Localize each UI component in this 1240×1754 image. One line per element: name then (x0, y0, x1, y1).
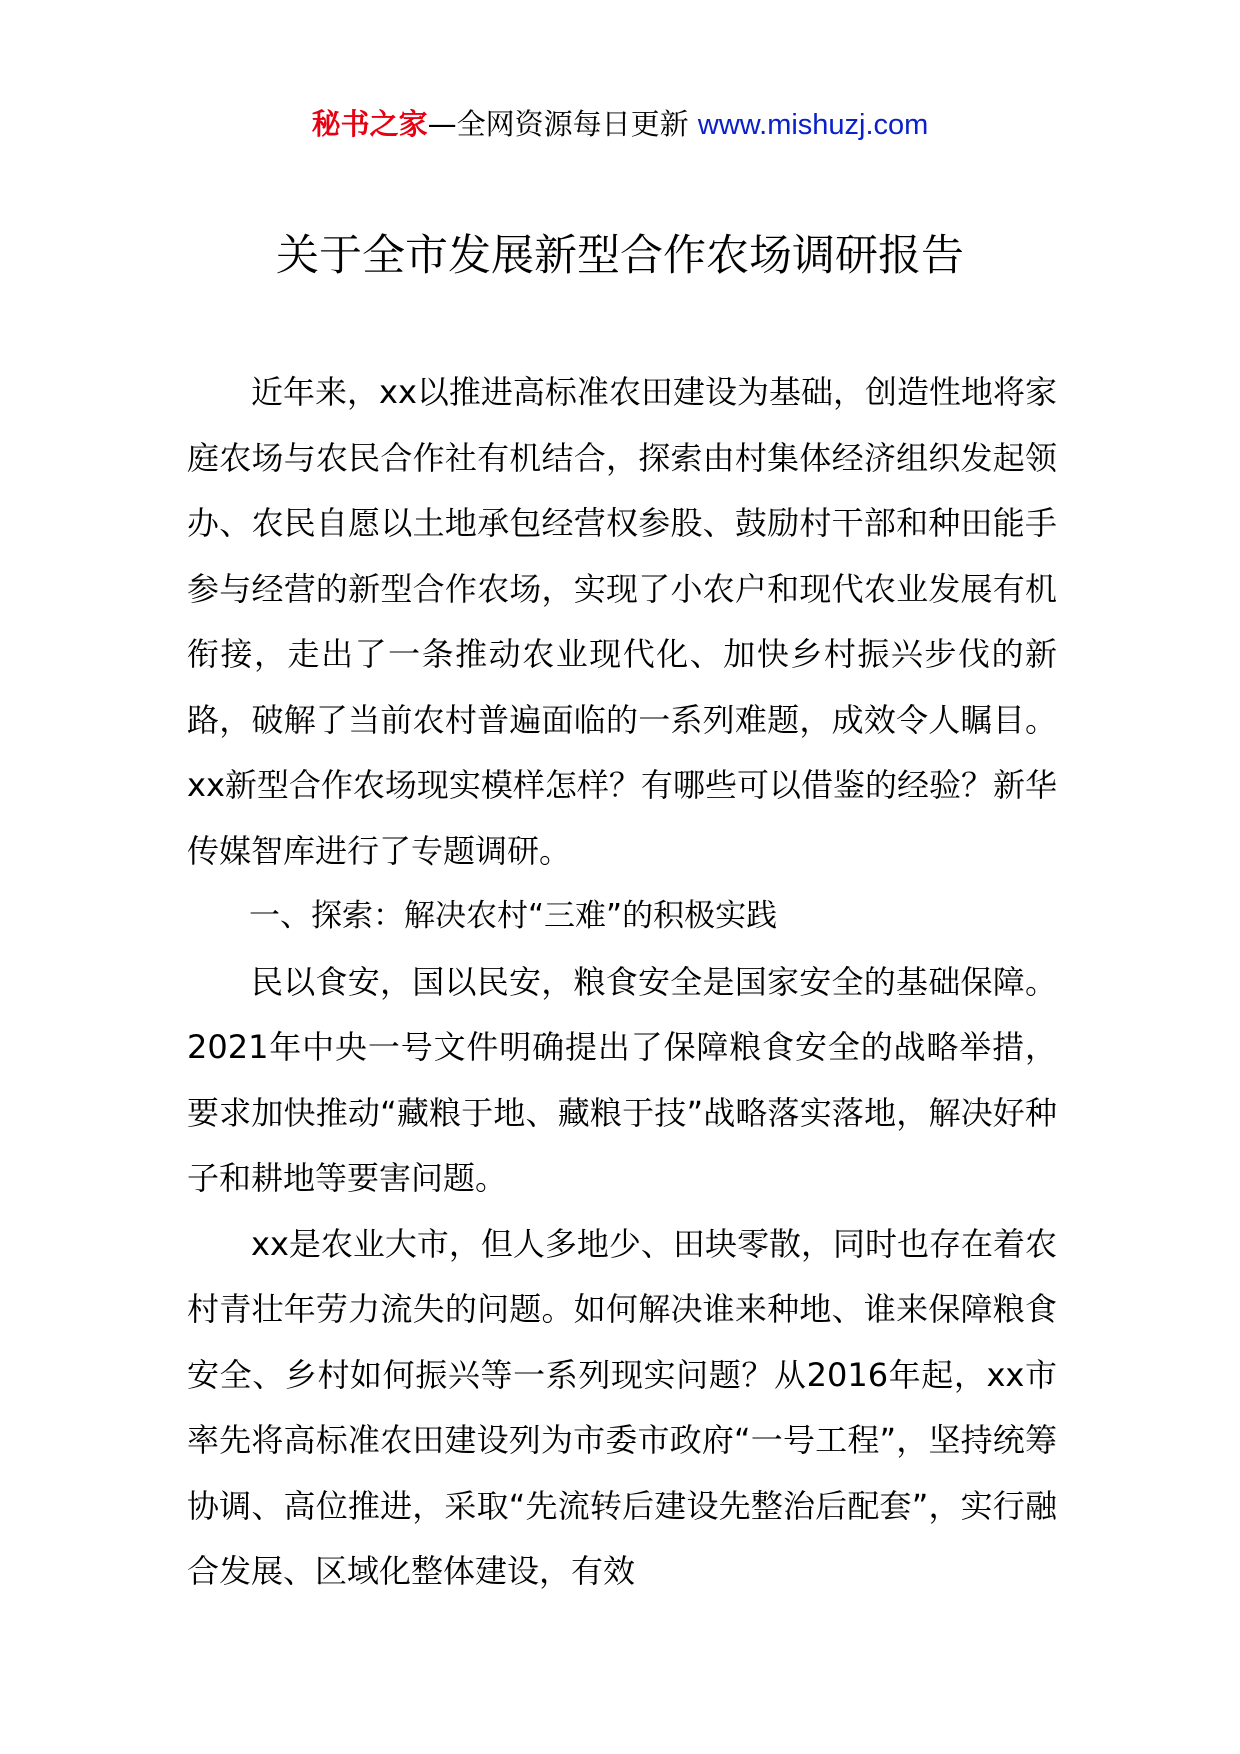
document-body (187, 360, 1057, 1605)
document-title: 关于全市发展新型合作农场调研报告 (276, 231, 964, 281)
paragraph-xx-agriculture: xx是农业大市，但人多地少、田块零散，同时也存在着农村青壮年劳力流失的问题。如何解决谁来种地、谁来保障粮食安全、乡村如何振兴等一系列现实问题？从2016年起，xx市率先将高标准农田建设列为市委市政府“一号工程”，坚持统筹协调、高位推进，采取“先流转后建设先整治后配套”，实行融合发展、区域化整体建设，有效 (187, 1224, 1057, 1590)
brand-name: 秘书之家 (311, 107, 428, 141)
header-tagline: —全网资源每日更新 (427, 107, 689, 141)
section-heading: 一、探索：解决农村“三难”的积极实践 (249, 898, 778, 934)
paragraph-food-security: 民以食安，国以民安，粮食安全是国家安全的基础保障。2021年中央一号文件明确提出了保障粮食安全的战略举措，要求加快推动“藏粮于地、藏粮于技”战略落实落地，解决好种子和耕地等要害问题。 (187, 962, 1057, 1197)
page-header (0, 104, 1240, 145)
website-link[interactable]: www.mishuzj.com (697, 109, 929, 141)
paragraph-intro: 近年来，xx以推进高标准农田建设为基础，创造性地将家庭农场与农民合作社有机结合，探索由村集体经济组织发起领办、农民自愿以土地承包经营权参股、鼓励村干部和种田能手参与经营的新型合作农场，实现了小农户和现代农业发展有机衔接，走出了一条推动农业现代化、加快乡村振兴步伐的新路，破解了当前农村普遍面临的一系列难题，成效令人瞩目。xx新型合作农场现实模样怎样？有哪些可以借鉴的经验？新华传媒智库进行了专题调研。 (187, 373, 1057, 870)
